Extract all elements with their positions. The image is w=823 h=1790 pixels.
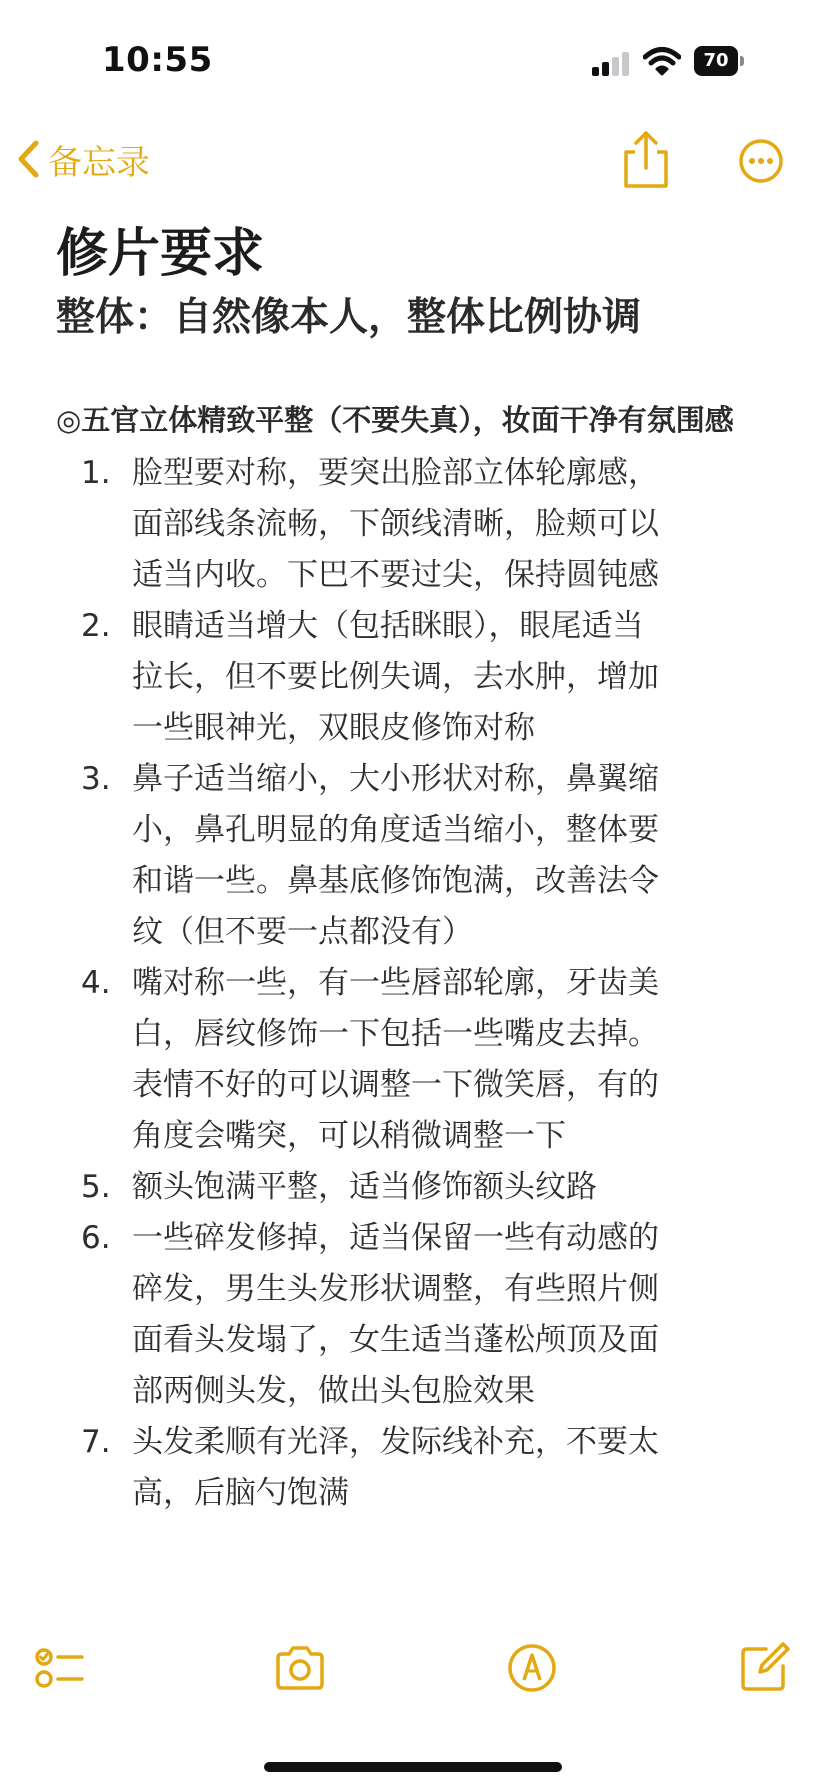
list-item-line: 头发柔顺有光泽，发际线补充，不要太	[132, 1424, 659, 1460]
home-indicator[interactable]	[264, 1762, 562, 1772]
back-button[interactable]	[16, 134, 150, 184]
list-item-line: 白，唇纹修饰一下包括一些嘴皮去掉。	[132, 1016, 659, 1052]
list-item	[56, 958, 756, 1162]
list-item-line: 和谐一些。鼻基底修饰饱满，改善法令	[132, 863, 659, 899]
chevron-left-icon	[16, 139, 40, 179]
back-label: 备忘录	[48, 142, 150, 183]
note-subtitle: 整体：自然像本人，整体比例协调	[56, 295, 642, 340]
list-item-line: 嘴对称一些，有一些唇部轮廓，牙齿美	[132, 965, 659, 1001]
status-time: 10:55	[102, 40, 213, 80]
cellular-signal-icon	[592, 52, 636, 76]
list-item	[56, 448, 756, 601]
list-item-number: 1.	[81, 455, 111, 491]
camera-icon[interactable]	[272, 1640, 328, 1696]
list-item-line: 脸型要对称，要突出脸部立体轮廓感，	[132, 455, 659, 491]
list-item-line: 适当内收。下巴不要过尖，保持圆钝感	[132, 557, 659, 593]
note-body[interactable]	[56, 222, 756, 1519]
list-item-number: 4.	[81, 965, 111, 1001]
list-item-line: 表情不好的可以调整一下微笑唇，有的	[132, 1067, 659, 1103]
wifi-icon	[643, 46, 681, 76]
list-item-line: 碎发，男生头发形状调整，有些照片侧	[132, 1271, 659, 1307]
list-item-line: 拉长，但不要比例失调，去水肿，增加	[132, 659, 659, 695]
list-item-line: 高，后脑勺饱满	[132, 1475, 349, 1511]
section-heading: ◎五官立体精致平整（不要失真），妆面干净有氛围感	[56, 403, 734, 437]
list-item-line: 鼻子适当缩小，大小形状对称，鼻翼缩	[132, 761, 659, 797]
list-item-line: 一些眼神光，双眼皮修饰对称	[132, 710, 535, 746]
list-item-line: 角度会嘴突，可以稍微调整一下	[132, 1118, 566, 1154]
list-item	[56, 754, 756, 958]
list-item-line: 面部线条流畅，下颌线清晰，脸颊可以	[132, 506, 659, 542]
list-item-number: 7.	[81, 1424, 111, 1460]
note-title: 修片要求	[56, 224, 265, 284]
list-item	[56, 1417, 756, 1519]
compose-icon[interactable]	[736, 1640, 792, 1696]
markup-pen-icon[interactable]	[504, 1640, 560, 1696]
list-item-line: 部两侧头发，做出头包脸效果	[132, 1373, 535, 1409]
bottom-toolbar	[0, 1640, 823, 1710]
battery-icon	[694, 46, 746, 76]
list-item-line: 眼睛适当增大（包括眯眼），眼尾适当	[132, 608, 644, 644]
list-item-number: 3.	[81, 761, 111, 797]
list-item-number: 6.	[81, 1220, 111, 1256]
list-item-line: 额头饱满平整，适当修饰额头纹路	[132, 1169, 597, 1205]
list-item-line: 小，鼻孔明显的角度适当缩小，整体要	[132, 812, 659, 848]
checklist-icon[interactable]	[32, 1640, 88, 1696]
list-item-line: 面看头发塌了，女生适当蓬松颅顶及面	[132, 1322, 659, 1358]
list-item-number: 2.	[81, 608, 111, 644]
list-item-line: 纹（但不要一点都没有）	[132, 914, 473, 950]
list-item	[56, 1162, 756, 1213]
more-icon[interactable]	[738, 138, 784, 184]
list-item-number: 5.	[81, 1169, 111, 1205]
share-icon[interactable]	[620, 130, 672, 190]
requirements-list	[56, 448, 756, 1519]
list-item	[56, 1213, 756, 1417]
list-item	[56, 601, 756, 754]
battery-level: 70	[694, 46, 738, 76]
status-bar	[0, 0, 823, 120]
list-item-line: 一些碎发修掉，适当保留一些有动感的	[132, 1220, 659, 1256]
